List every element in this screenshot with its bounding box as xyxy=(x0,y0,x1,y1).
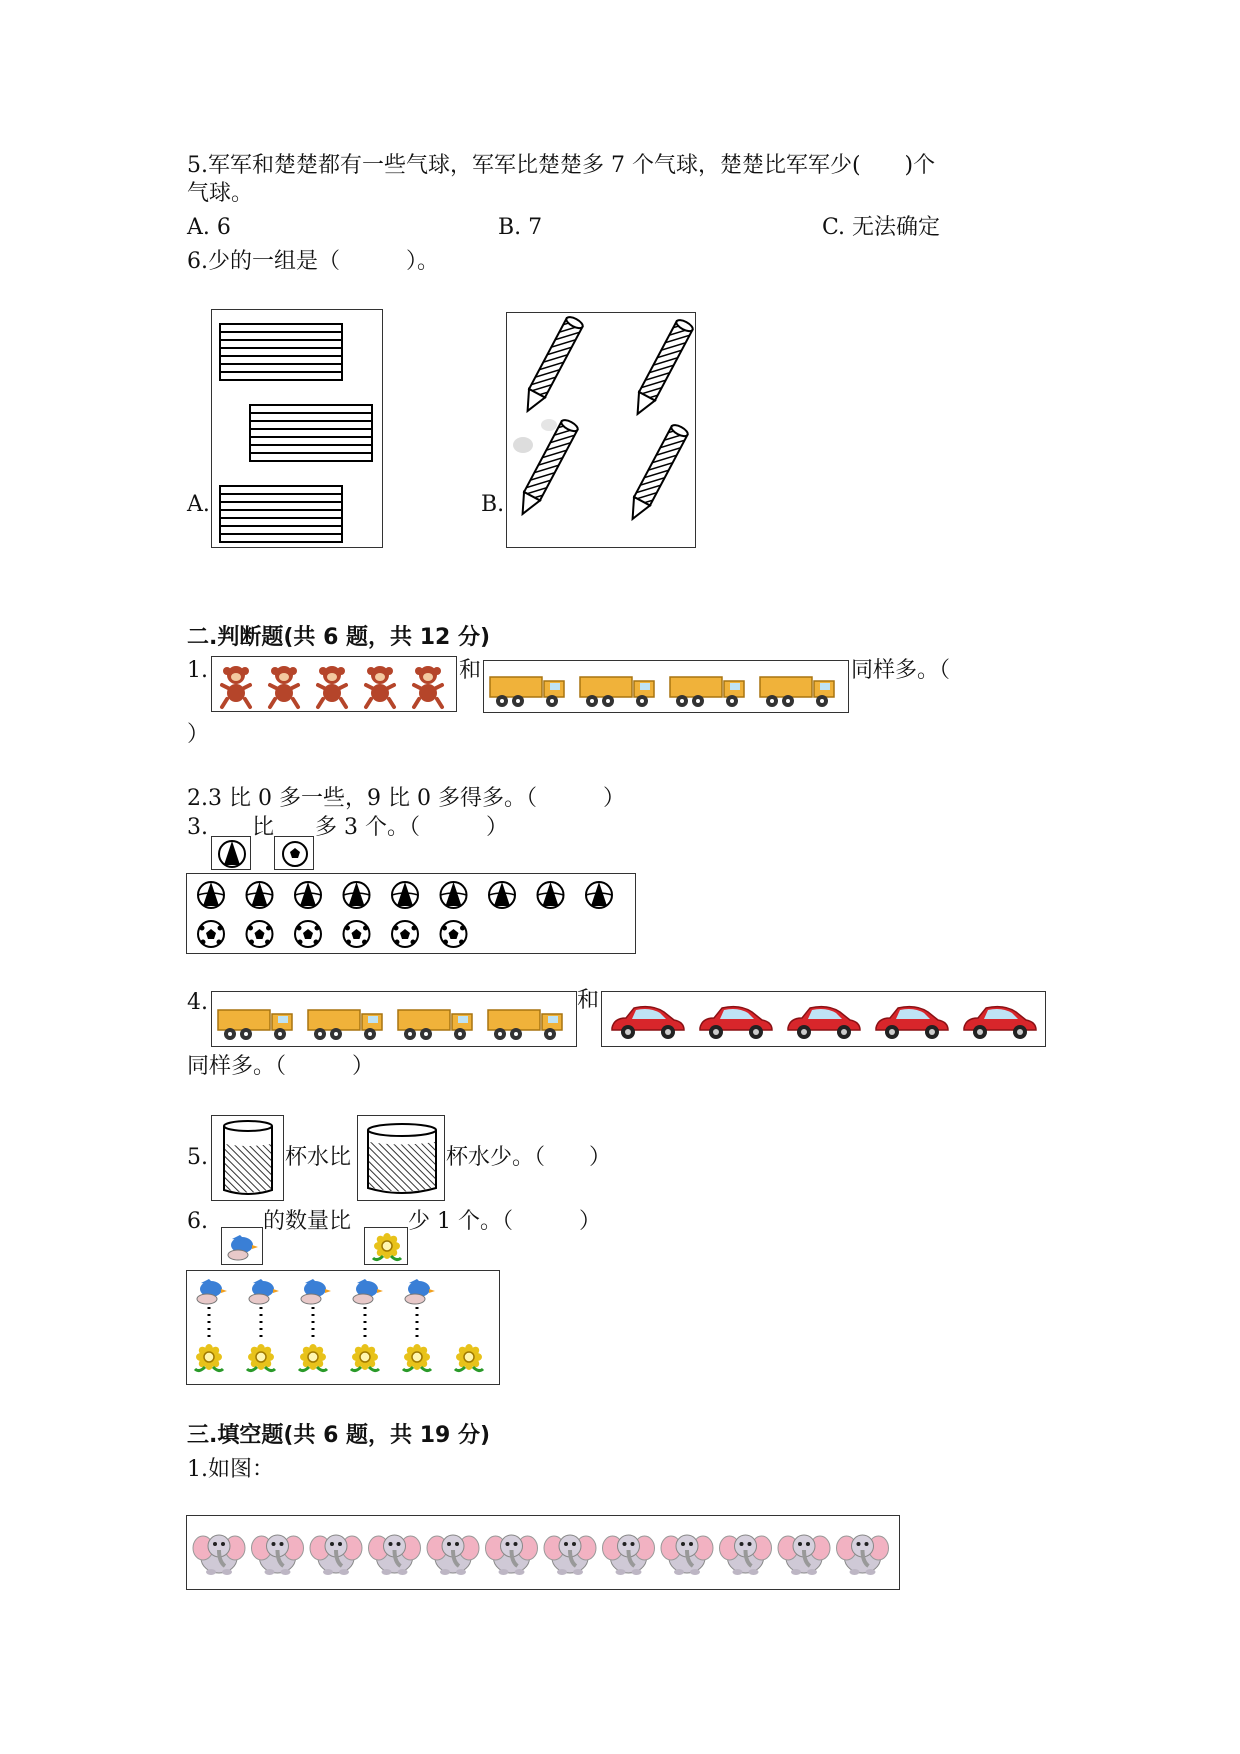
j5-tail: 杯水少。（ ） xyxy=(446,1145,612,1170)
beachball-icon xyxy=(441,882,467,908)
j1-close: ） xyxy=(187,722,210,747)
flower-icon xyxy=(195,1344,223,1371)
elephants-icon xyxy=(187,1516,901,1591)
pencil-icon xyxy=(515,418,580,518)
j6-flower-sample xyxy=(364,1227,408,1265)
flower-icon xyxy=(455,1344,483,1371)
truck-icon xyxy=(760,677,834,707)
beachball-icon xyxy=(538,882,564,908)
bird-icon xyxy=(353,1279,383,1304)
j1-monkeys-image xyxy=(211,656,457,712)
q6-text: 6.少的一组是（ ）。 xyxy=(187,249,439,274)
bird-icon xyxy=(405,1279,435,1304)
q5-option-b[interactable]: B. 7 xyxy=(498,215,543,240)
beachball-icon xyxy=(212,837,252,871)
j4-tail: 同样多。（ ） xyxy=(187,1054,375,1079)
j6-bird-sample xyxy=(221,1227,263,1265)
truck-icon xyxy=(398,1010,472,1040)
soccerball-icon xyxy=(344,921,370,947)
cars-icon xyxy=(602,992,1047,1048)
j4-mid: 和 xyxy=(577,988,600,1013)
pencil-icon xyxy=(625,423,690,523)
beachball-icon xyxy=(344,882,370,908)
soccerball-icon xyxy=(392,921,418,947)
j6-birds-flowers-image xyxy=(186,1270,500,1385)
elephant-icon xyxy=(369,1535,421,1575)
beachball-icon xyxy=(247,882,273,908)
elephant-icon xyxy=(661,1535,713,1575)
flower-icon xyxy=(299,1344,327,1371)
truck-icon xyxy=(490,677,564,707)
bird-icon xyxy=(249,1279,279,1304)
j5-cup-small xyxy=(211,1115,284,1201)
beachball-icon xyxy=(198,882,224,908)
book-stacks-icon xyxy=(212,310,384,549)
elephant-icon xyxy=(778,1535,830,1575)
flower-icon xyxy=(365,1228,409,1266)
j4-num: 4. xyxy=(187,990,208,1015)
j6-tail: 少 1 个。（ ） xyxy=(408,1209,601,1234)
monkey-icon xyxy=(222,666,250,707)
flower-icon xyxy=(247,1344,275,1371)
truck-icon xyxy=(218,1010,292,1040)
car-icon xyxy=(612,1007,684,1039)
beachball-icon xyxy=(392,882,418,908)
j3-balls-image xyxy=(186,873,636,954)
j5-num: 5. xyxy=(187,1145,208,1170)
soccerball-icon xyxy=(275,837,315,871)
car-icon xyxy=(788,1007,860,1039)
bird-icon xyxy=(301,1279,331,1304)
j1-mid: 和 xyxy=(459,658,482,683)
bird-icon xyxy=(222,1228,264,1266)
j3-soccerball-sample xyxy=(274,836,314,870)
q5-text-line1: 5.军军和楚楚都有一些气球，军军比楚楚多 7 个气球，楚楚比军军少( )个 xyxy=(187,153,936,178)
beachball-icon xyxy=(295,882,321,908)
elephant-icon xyxy=(837,1535,889,1575)
q6-label-b[interactable]: B. xyxy=(481,492,505,517)
f1-elephants-image xyxy=(186,1515,900,1590)
truck-icon xyxy=(488,1010,562,1040)
pencil-icon xyxy=(630,318,695,418)
monkey-icon xyxy=(414,666,442,707)
bird-icon xyxy=(197,1279,227,1304)
book-stack-3 xyxy=(220,486,342,542)
j3-beachball-sample xyxy=(211,836,251,870)
elephant-icon xyxy=(603,1535,655,1575)
j3-num: 3. xyxy=(187,815,208,840)
car-icon xyxy=(876,1007,948,1039)
truck-icon xyxy=(580,677,654,707)
elephant-icon xyxy=(544,1535,596,1575)
q6-option-a-image[interactable] xyxy=(211,309,383,548)
q6-option-b-image[interactable] xyxy=(506,312,696,548)
j2-text: 2.3 比 0 多一些，9 比 0 多得多。（ ） xyxy=(187,786,625,811)
soccerball-icon xyxy=(441,921,467,947)
section2-heading: 二.判断题(共 6 题，共 12 分) xyxy=(187,625,491,650)
j6-num: 6. xyxy=(187,1209,208,1234)
flower-icon xyxy=(373,1233,401,1260)
j6-mid: 的数量比 xyxy=(263,1209,352,1234)
trucks-icon xyxy=(212,992,578,1048)
cup-icon xyxy=(358,1116,446,1202)
q5-text-line2: 气球。 xyxy=(187,181,254,206)
elephant-icon xyxy=(193,1535,245,1575)
car-icon xyxy=(700,1007,772,1039)
j3-mid: 比 xyxy=(252,815,275,840)
q6-label-a[interactable]: A. xyxy=(187,492,210,517)
book-stack-1 xyxy=(220,324,342,380)
j1-tail: 同样多。（ xyxy=(851,658,951,683)
elephant-icon xyxy=(252,1535,304,1575)
car-icon xyxy=(964,1007,1036,1039)
balls-icon xyxy=(187,874,637,955)
monkey-icon xyxy=(270,666,298,707)
cup-icon xyxy=(212,1116,285,1202)
monkey-icon xyxy=(318,666,346,707)
j5-mid: 杯水比 xyxy=(285,1145,352,1170)
elephant-icon xyxy=(486,1535,538,1575)
beachball-icon xyxy=(489,882,515,908)
truck-icon xyxy=(670,677,744,707)
trucks-icon xyxy=(484,661,850,714)
j5-cup-large xyxy=(357,1115,445,1201)
monkey-icon xyxy=(366,666,394,707)
pencils-icon xyxy=(507,313,697,549)
j1-num: 1. xyxy=(187,658,208,683)
elephant-icon xyxy=(427,1535,479,1575)
j1-trucks-image xyxy=(483,660,849,713)
flower-icon xyxy=(403,1344,431,1371)
section3-heading: 三.填空题(共 6 题，共 19 分) xyxy=(187,1423,491,1448)
j3-tail: 多 3 个。（ ） xyxy=(315,815,508,840)
monkeys-icon xyxy=(212,657,458,713)
f1-text: 1.如图： xyxy=(187,1457,274,1482)
j4-cars-image xyxy=(601,991,1046,1047)
truck-icon xyxy=(308,1010,382,1040)
book-stack-2 xyxy=(250,405,372,461)
q5-option-c[interactable]: C. 无法确定 xyxy=(822,215,941,240)
birds-flowers-icon xyxy=(187,1271,501,1386)
elephant-icon xyxy=(310,1535,362,1575)
beachball-icon xyxy=(586,882,612,908)
soccerball-icon xyxy=(198,921,224,947)
elephant-icon xyxy=(720,1535,772,1575)
soccerball-icon xyxy=(247,921,273,947)
j4-trucks-image xyxy=(211,991,577,1047)
soccerball-icon xyxy=(295,921,321,947)
q5-option-a[interactable]: A. 6 xyxy=(187,215,231,240)
bird-icon xyxy=(228,1235,258,1260)
flower-icon xyxy=(351,1344,379,1371)
pencil-icon xyxy=(520,315,585,415)
